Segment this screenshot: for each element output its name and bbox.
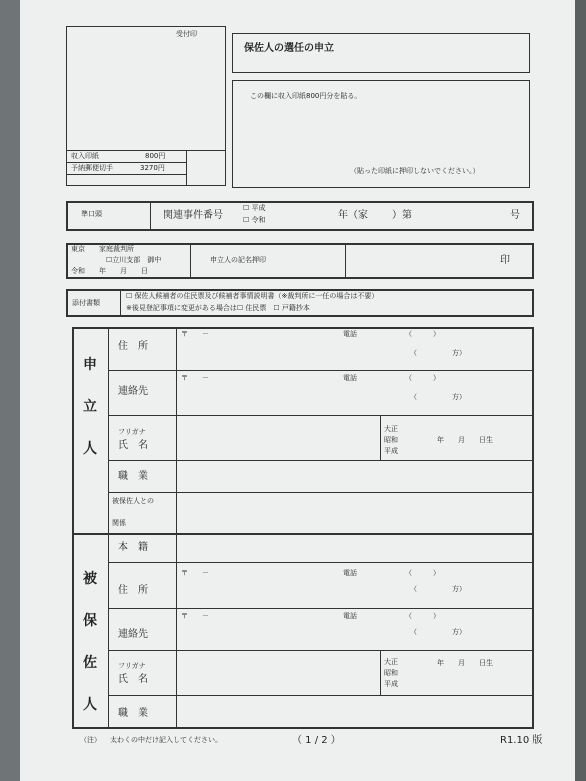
seal-mark: 印: [500, 255, 510, 266]
reception-stamp-label: 受付印: [176, 30, 197, 38]
applicant-contact-phone-field[interactable]: （ ）: [405, 374, 440, 382]
ward-contact-phone-field[interactable]: （ ）: [405, 612, 440, 620]
case-year-label: 年（家: [338, 210, 368, 221]
applicant-era-3[interactable]: 平成: [384, 447, 398, 455]
related-case-label: 関連事件番号: [163, 210, 223, 221]
ward-phone-label: 電話: [343, 569, 357, 577]
court-name: 東京 家庭裁判所: [71, 245, 134, 253]
ward-furigana-label: フリガナ: [118, 662, 146, 670]
ward-name-label: 氏 名: [118, 674, 148, 685]
ward-era-3[interactable]: 平成: [384, 680, 398, 688]
stamp-note: この欄に収入印紙800円分を貼る。: [250, 92, 362, 100]
filing-date: 令和 年 月 日: [71, 267, 148, 275]
page-title: 保佐人の選任の申立: [244, 43, 334, 54]
stamp-fee-value: 800円: [145, 152, 166, 160]
applicant-address-care-of[interactable]: （ 方）: [410, 349, 466, 357]
pre-oral-label: 準口頭: [81, 210, 102, 218]
applicant-seal-label: 申立人の記名押印: [210, 256, 266, 264]
applicant-era-2[interactable]: 昭和: [384, 436, 398, 444]
applicant-contact-care-of[interactable]: （ 方）: [410, 393, 466, 401]
applicant-contact-postal[interactable]: 〒 －: [181, 374, 209, 382]
ward-contact-phone-label: 電話: [343, 612, 357, 620]
era-reiwa-option[interactable]: ☐ 令和: [243, 216, 266, 224]
case-no-label: ）第: [392, 210, 412, 221]
applicant-job-label: 職 業: [118, 471, 148, 482]
ward-birthdate[interactable]: 年 月 日生: [437, 659, 493, 667]
applicant-postal[interactable]: 〒 －: [181, 330, 209, 338]
attachments-label: 添付書類: [72, 299, 100, 307]
applicant-era-1[interactable]: 大正: [384, 425, 398, 433]
applicant-furigana-label: フリガナ: [118, 428, 146, 436]
applicant-address-label: 住 所: [118, 341, 148, 352]
case-number-suffix: 号: [510, 210, 520, 221]
applicant-phone-field[interactable]: （ ）: [405, 330, 440, 338]
ward-contact-postal[interactable]: 〒 －: [181, 612, 209, 620]
ward-honseki-label: 本 籍: [118, 542, 148, 553]
ward-address-label: 住 所: [118, 585, 148, 596]
page-number: （ 1 / 2 ）: [292, 735, 341, 746]
footer-note: 太わくの中だけ記入してください。: [110, 736, 222, 744]
postage-label: 予納郵便切手: [71, 164, 113, 172]
era-heisei-option[interactable]: ☐ 平成: [243, 204, 266, 212]
applicant-phone-label: 電話: [343, 330, 357, 338]
ward-era-2[interactable]: 昭和: [384, 669, 398, 677]
stamp-warning: （貼った印紙に押印しないでください。）: [350, 167, 480, 175]
form-version: R1.10 版: [500, 735, 543, 746]
applicant-relation-label: 被保佐人との: [112, 497, 154, 505]
attachment-item-1[interactable]: ☐ 保佐人候補者の住民票及び候補者事情説明書（※裁判所に一任の場合は不要）: [126, 292, 379, 300]
applicant-name-label: 氏 名: [118, 440, 148, 451]
ward-postal[interactable]: 〒 －: [181, 569, 209, 577]
ward-contact-care-of[interactable]: （ 方）: [410, 628, 466, 636]
applicant-section-label: 申 立 人: [83, 357, 97, 457]
case-number-row: [66, 201, 534, 231]
applicant-contact-phone-label: 電話: [343, 374, 357, 382]
applicant-birthdate[interactable]: 年 月 日生: [437, 436, 493, 444]
applicant-relation-label-2: 関係: [112, 519, 126, 527]
attachment-item-2[interactable]: ※後見登記事項に変更がある場合は☐ 住民票 ☐ 戸籍抄本: [126, 304, 310, 312]
ward-era-1[interactable]: 大正: [384, 658, 398, 666]
ward-contact-label: 連絡先: [118, 629, 148, 640]
ward-section-label: 被 保 佐 人: [83, 571, 97, 713]
ward-job-label: 職 業: [118, 708, 148, 719]
branch-option[interactable]: ☐立川支部 御中: [106, 256, 162, 264]
ward-phone-field[interactable]: （ ）: [405, 569, 440, 577]
postage-value: 3270円: [140, 164, 165, 172]
page-shadow: [575, 0, 586, 781]
footer-note-mark: （注）: [80, 736, 101, 744]
applicant-contact-label: 連絡先: [118, 386, 148, 397]
stamp-fee-label: 収入印紙: [71, 152, 99, 160]
ward-address-care-of[interactable]: （ 方）: [410, 585, 466, 593]
